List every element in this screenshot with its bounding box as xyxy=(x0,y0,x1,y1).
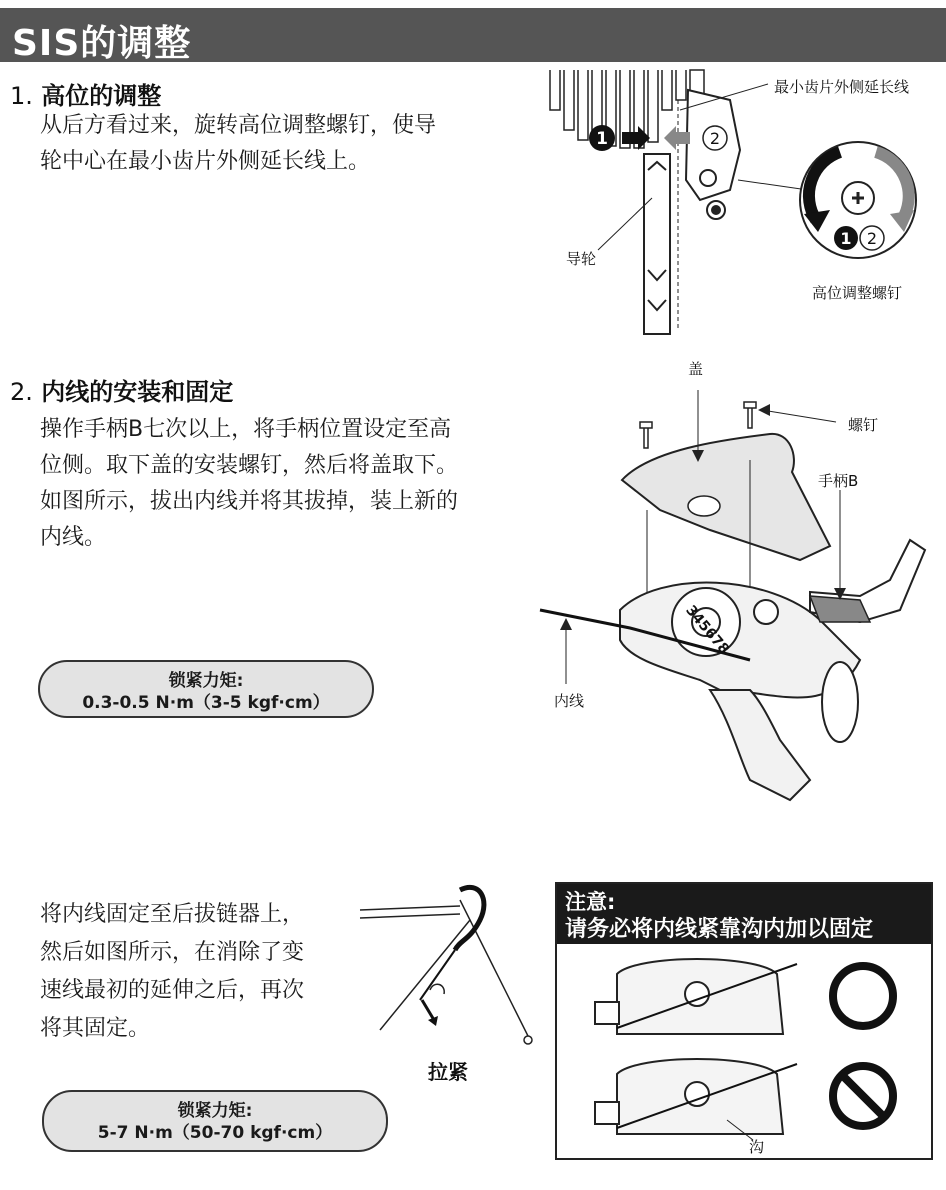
step-2-marker: 2 xyxy=(709,129,721,148)
torque-1-label: 锁紧力矩: xyxy=(168,671,244,691)
torque-box-2 xyxy=(42,1090,388,1152)
gear-dial-numbers: 345678 xyxy=(682,602,733,658)
section-2-line: 如图所示，拔出内线并将其拔掉，装上新的 xyxy=(40,489,459,514)
guide-pulley xyxy=(644,154,670,334)
caution-title: 注意: xyxy=(565,890,616,914)
pull-label: 拉紧 xyxy=(428,1060,468,1084)
torque-1-value: 0.3-0.5 N·m（3-5 kgf·cm） xyxy=(82,693,330,713)
caution-message: 请务必将内线紧靠沟内加以固定 xyxy=(565,917,874,942)
torque-2-value: 5-7 N·m（50-70 kgf·cm） xyxy=(97,1123,333,1143)
section-2-heading xyxy=(10,372,233,407)
title-bar xyxy=(0,8,946,62)
section-3-line: 将内线固定至后拔链器上， xyxy=(40,902,305,927)
lower-lever xyxy=(710,690,810,800)
lever-b-label: 手柄B xyxy=(818,472,859,490)
section-1-heading xyxy=(10,76,161,111)
screw-label: 螺钉 xyxy=(848,416,879,434)
prohibited-icon xyxy=(833,1066,893,1126)
frame-pull-figure xyxy=(360,880,540,1060)
guide-pulley-label: 导轮 xyxy=(566,250,597,268)
section-3-line: 将其固定。 xyxy=(40,1016,151,1041)
caution-figure xyxy=(557,944,931,1160)
high-screw-label: 高位调整螺钉 xyxy=(812,284,903,302)
correct-icon xyxy=(833,966,893,1026)
section-1-title: 高位的调整 xyxy=(41,82,162,110)
correct-clamp xyxy=(595,959,783,1034)
high-screw-callout xyxy=(800,142,916,258)
cover-part xyxy=(622,434,830,560)
section-2-line: 操作手柄B七次以上，将手柄位置设定至高 xyxy=(40,417,452,442)
section-1-text xyxy=(40,108,436,180)
section-2-text xyxy=(40,412,458,556)
derailleur-body xyxy=(686,90,740,219)
section-2-number: 2. xyxy=(10,378,33,406)
inner-cable-label: 内线 xyxy=(554,692,585,710)
step-1-marker: 1 xyxy=(596,129,608,149)
section-1-number: 1. xyxy=(10,82,33,110)
step-2-marker-b: 2 xyxy=(866,229,878,248)
section-3-line: 速线最初的延伸之后，再次 xyxy=(40,978,305,1003)
page-title: SIS的调整 xyxy=(12,23,192,64)
section-2-line: 位侧。取下盖的安装螺钉，然后将盖取下。 xyxy=(40,453,459,478)
section-3-line: 然后如图所示，在消除了变 xyxy=(40,940,305,965)
section-1-line: 轮中心在最小齿片外侧延长线上。 xyxy=(40,149,371,174)
section-2-title: 内线的安装和固定 xyxy=(41,378,234,406)
caution-box xyxy=(555,882,933,1160)
section-2-line: 内线。 xyxy=(40,525,107,550)
step-1-marker-b: 1 xyxy=(840,229,852,248)
cover-label: 盖 xyxy=(688,360,704,378)
section-3-text xyxy=(40,896,304,1048)
torque-2-label: 锁紧力矩: xyxy=(177,1101,253,1121)
section-1-line: 从后方看过来，旋转高位调整螺钉，使导 xyxy=(40,113,437,138)
caution-header xyxy=(557,884,931,944)
incorrect-clamp xyxy=(595,1059,783,1134)
torque-box-1 xyxy=(38,660,374,718)
groove-label: 沟 xyxy=(749,1138,765,1156)
extension-line-label: 最小齿片外侧延长线 xyxy=(774,78,910,96)
